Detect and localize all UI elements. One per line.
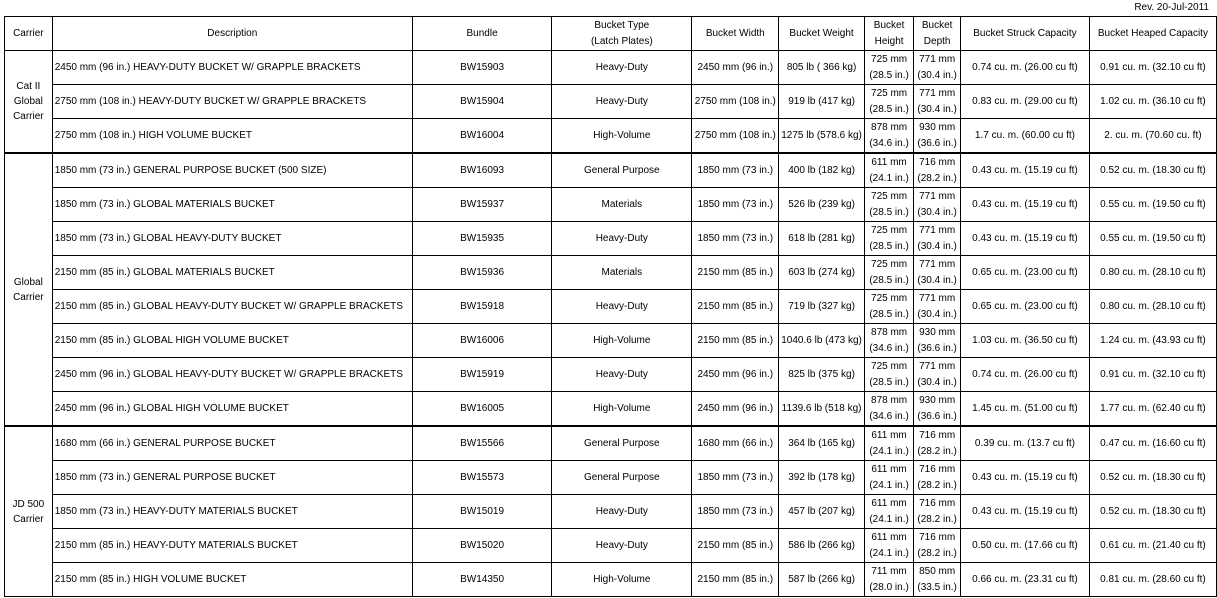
height-value-line: (24.1 in.) [869, 172, 909, 184]
height-cell [864, 461, 913, 495]
struck-cell: 1.45 cu. m. (51.00 cu ft) [961, 392, 1090, 427]
table-body [5, 51, 1217, 597]
height-value-line: 878 mm [871, 326, 908, 338]
depth-cell [914, 222, 961, 256]
weight-cell: 400 lb (182 kg) [779, 153, 865, 188]
depth-cell [914, 153, 961, 188]
type-cell: General Purpose [552, 461, 692, 495]
col-header-type-line1: Bucket Type [594, 19, 650, 31]
bundle-cell: BW15918 [412, 290, 551, 324]
height-cell [864, 256, 913, 290]
width-cell: 1850 mm (73 in.) [692, 222, 779, 256]
carrier-label-line: Carrier [13, 291, 44, 303]
carrier-label-line: Global [13, 96, 43, 107]
weight-cell: 719 lb (327 kg) [779, 290, 865, 324]
struck-cell: 0.39 cu. m. (13.7 cu ft) [961, 426, 1090, 461]
depth-cell [914, 392, 961, 427]
type-cell: Heavy-Duty [552, 222, 692, 256]
weight-cell: 618 lb (281 kg) [779, 222, 865, 256]
depth-value-line: 716 mm [919, 463, 956, 475]
height-value-line: (28.5 in.) [869, 69, 909, 81]
table-row [5, 188, 1217, 222]
height-value-line: (34.6 in.) [869, 342, 909, 354]
description-cell: 1850 mm (73 in.) GLOBAL HEAVY-DUTY BUCKET [52, 222, 412, 256]
height-value-line: 725 mm [871, 190, 908, 202]
depth-value-line: 771 mm [919, 224, 956, 236]
depth-value-line: 716 mm [919, 429, 956, 441]
width-cell: 2150 mm (85 in.) [692, 290, 779, 324]
height-value-line: (28.5 in.) [869, 274, 909, 286]
depth-cell [914, 461, 961, 495]
height-cell [864, 529, 913, 563]
weight-cell: 603 lb (274 kg) [779, 256, 865, 290]
description-cell: 2150 mm (85 in.) GLOBAL HIGH VOLUME BUCKET [52, 324, 412, 358]
width-cell: 2750 mm (108 in.) [692, 85, 779, 119]
width-cell: 2450 mm (96 in.) [692, 392, 779, 427]
description-cell: 2150 mm (85 in.) HIGH VOLUME BUCKET [52, 563, 412, 597]
struck-cell: 0.65 cu. m. (23.00 cu ft) [961, 290, 1090, 324]
height-cell [864, 222, 913, 256]
type-cell: High-Volume [552, 392, 692, 427]
bundle-cell: BW16006 [412, 324, 551, 358]
depth-cell [914, 188, 961, 222]
height-value-line: 878 mm [871, 121, 908, 133]
width-cell: 2150 mm (85 in.) [692, 529, 779, 563]
description-cell: 2450 mm (96 in.) GLOBAL HIGH VOLUME BUCKET [52, 392, 412, 427]
col-header-weight: Bucket Weight [779, 17, 865, 51]
width-cell: 2150 mm (85 in.) [692, 563, 779, 597]
description-cell: 1680 mm (66 in.) GENERAL PURPOSE BUCKET [52, 426, 412, 461]
revision-label: Rev. 20-Jul-2011 [1134, 2, 1209, 13]
depth-value-line: (30.4 in.) [917, 103, 957, 115]
table-row [5, 222, 1217, 256]
depth-value-line: 716 mm [919, 531, 956, 543]
weight-cell: 526 lb (239 kg) [779, 188, 865, 222]
depth-value-line: 930 mm [919, 326, 956, 338]
height-value-line: (34.6 in.) [869, 137, 909, 149]
depth-value-line: (30.4 in.) [917, 69, 957, 81]
width-cell: 2150 mm (85 in.) [692, 256, 779, 290]
depth-value-line: (36.6 in.) [917, 137, 957, 149]
col-header-heaped: Bucket Heaped Capacity [1089, 17, 1216, 51]
height-cell [864, 358, 913, 392]
weight-cell: 825 lb (375 kg) [779, 358, 865, 392]
description-cell: 2750 mm (108 in.) HIGH VOLUME BUCKET [52, 119, 412, 154]
bundle-cell: BW15904 [412, 85, 551, 119]
col-header-carrier: Carrier [5, 17, 53, 51]
height-value-line: 611 mm [871, 463, 907, 475]
table-row [5, 358, 1217, 392]
depth-value-line: 771 mm [919, 360, 956, 372]
type-cell: Materials [552, 188, 692, 222]
height-value-line: 611 mm [871, 497, 907, 509]
struck-cell: 0.43 cu. m. (15.19 cu ft) [961, 188, 1090, 222]
weight-cell: 1275 lb (578.6 kg) [779, 119, 865, 154]
table-row [5, 119, 1217, 154]
depth-value-line: (30.4 in.) [917, 376, 957, 388]
height-cell [864, 426, 913, 461]
height-value-line: (28.5 in.) [869, 376, 909, 388]
type-cell: General Purpose [552, 426, 692, 461]
col-header-struck: Bucket Struck Capacity [961, 17, 1090, 51]
carrier-label-line: JD 500 [12, 498, 45, 510]
depth-cell [914, 51, 961, 85]
depth-cell [914, 85, 961, 119]
bundle-cell: BW15019 [412, 495, 551, 529]
type-cell: Materials [552, 256, 692, 290]
description-cell: 2150 mm (85 in.) GLOBAL MATERIALS BUCKET [52, 256, 412, 290]
depth-value-line: 771 mm [919, 53, 956, 65]
weight-cell: 1139.6 lb (518 kg) [779, 392, 865, 427]
type-cell: Heavy-Duty [552, 358, 692, 392]
table-row [5, 153, 1217, 188]
width-cell: 2450 mm (96 in.) [692, 358, 779, 392]
struck-cell: 0.43 cu. m. (15.19 cu ft) [961, 153, 1090, 188]
col-header-description: Description [52, 17, 412, 51]
depth-value-line: (28.2 in.) [917, 445, 957, 457]
description-cell: 2450 mm (96 in.) HEAVY-DUTY BUCKET W/ GRAPPLE BRACKETS [52, 51, 412, 85]
struck-cell: 0.74 cu. m. (26.00 cu ft) [961, 358, 1090, 392]
depth-value-line: (36.6 in.) [917, 342, 957, 354]
type-cell: Heavy-Duty [552, 529, 692, 563]
bundle-cell: BW15566 [412, 426, 551, 461]
height-value-line: 725 mm [871, 224, 908, 236]
col-header-width: Bucket Width [692, 17, 779, 51]
depth-value-line: (30.4 in.) [917, 308, 957, 320]
description-cell: 2750 mm (108 in.) HEAVY-DUTY BUCKET W/ GRAPPLE BRACKETS [52, 85, 412, 119]
height-value-line: 725 mm [871, 258, 908, 270]
depth-value-line: (28.2 in.) [917, 479, 957, 491]
width-cell: 2450 mm (96 in.) [692, 51, 779, 85]
description-cell: 1850 mm (73 in.) GENERAL PURPOSE BUCKET [52, 461, 412, 495]
height-value-line: (28.5 in.) [869, 308, 909, 320]
description-cell: 2450 mm (96 in.) GLOBAL HEAVY-DUTY BUCKET W/ GRAPPLE BRACKETS [52, 358, 412, 392]
depth-cell [914, 563, 961, 597]
description-cell: 1850 mm (73 in.) GENERAL PURPOSE BUCKET (500 SIZE) [52, 153, 412, 188]
weight-cell: 392 lb (178 kg) [779, 461, 865, 495]
depth-value-line: 930 mm [919, 394, 956, 406]
struck-cell: 0.43 cu. m. (15.19 cu ft) [961, 222, 1090, 256]
depth-value-line: (30.4 in.) [917, 240, 957, 252]
height-value-line: (34.6 in.) [869, 410, 909, 422]
weight-cell: 587 lb (266 kg) [779, 563, 865, 597]
col-header-depth [914, 17, 961, 51]
struck-cell: 0.65 cu. m. (23.00 cu ft) [961, 256, 1090, 290]
depth-value-line: (36.6 in.) [917, 410, 957, 422]
height-value-line: 725 mm [871, 360, 908, 372]
height-cell [864, 495, 913, 529]
table-row [5, 426, 1217, 461]
depth-value-line: 771 mm [919, 190, 956, 202]
carrier-cell [5, 153, 53, 426]
width-cell: 1850 mm (73 in.) [692, 495, 779, 529]
carrier-cell [5, 51, 53, 154]
height-value-line: (28.5 in.) [869, 103, 909, 115]
bundle-cell: BW15573 [412, 461, 551, 495]
heaped-cell: 0.52 cu. m. (18.30 cu ft) [1089, 461, 1216, 495]
description-cell: 1850 mm (73 in.) HEAVY-DUTY MATERIALS BUCKET [52, 495, 412, 529]
weight-cell: 364 lb (165 kg) [779, 426, 865, 461]
table-row [5, 392, 1217, 427]
struck-cell: 0.43 cu. m. (15.19 cu ft) [961, 495, 1090, 529]
heaped-cell: 0.80 cu. m. (28.10 cu ft) [1089, 290, 1216, 324]
bundle-cell: BW15935 [412, 222, 551, 256]
depth-value-line: (30.4 in.) [917, 274, 957, 286]
height-value-line: (28.5 in.) [869, 206, 909, 218]
width-cell: 2150 mm (85 in.) [692, 324, 779, 358]
table-row [5, 290, 1217, 324]
struck-cell: 0.74 cu. m. (26.00 cu ft) [961, 51, 1090, 85]
type-cell: High-Volume [552, 563, 692, 597]
carrier-label-line: Carrier [13, 513, 44, 525]
bundle-cell: BW15020 [412, 529, 551, 563]
width-cell: 1850 mm (73 in.) [692, 461, 779, 495]
bundle-cell: BW16093 [412, 153, 551, 188]
col-header-depth-line1: Bucket [921, 19, 953, 31]
height-value-line: (24.1 in.) [869, 547, 909, 559]
col-header-height [864, 17, 913, 51]
bundle-cell: BW15937 [412, 188, 551, 222]
struck-cell: 0.43 cu. m. (15.19 cu ft) [961, 461, 1090, 495]
height-value-line: 725 mm [871, 87, 908, 99]
table-row [5, 51, 1217, 85]
depth-value-line: 930 mm [919, 121, 956, 133]
height-value-line: 878 mm [871, 394, 908, 406]
heaped-cell: 0.80 cu. m. (28.10 cu ft) [1089, 256, 1216, 290]
height-value-line: (24.1 in.) [869, 445, 909, 457]
heaped-cell: 0.55 cu. m. (19.50 cu ft) [1089, 188, 1216, 222]
depth-value-line: (28.2 in.) [917, 513, 957, 525]
bundle-cell: BW16005 [412, 392, 551, 427]
weight-cell: 586 lb (266 kg) [779, 529, 865, 563]
bundle-cell: BW16004 [412, 119, 551, 154]
height-value-line: 725 mm [871, 53, 908, 65]
type-cell: High-Volume [552, 324, 692, 358]
depth-value-line: 771 mm [919, 258, 956, 270]
depth-value-line: (28.2 in.) [917, 172, 957, 184]
bundle-cell: BW15903 [412, 51, 551, 85]
carrier-cell [5, 426, 53, 597]
type-cell: Heavy-Duty [552, 51, 692, 85]
heaped-cell: 0.55 cu. m. (19.50 cu ft) [1089, 222, 1216, 256]
depth-value-line: 716 mm [919, 497, 956, 509]
height-cell [864, 188, 913, 222]
type-cell: General Purpose [552, 153, 692, 188]
header-row [5, 17, 1217, 51]
type-cell: Heavy-Duty [552, 290, 692, 324]
depth-value-line: (30.4 in.) [917, 206, 957, 218]
depth-cell [914, 290, 961, 324]
heaped-cell: 0.47 cu. m. (16.60 cu ft) [1089, 426, 1216, 461]
heaped-cell: 0.91 cu. m. (32.10 cu ft) [1089, 358, 1216, 392]
depth-value-line: 771 mm [919, 87, 956, 99]
weight-cell: 457 lb (207 kg) [779, 495, 865, 529]
height-value-line: (24.1 in.) [869, 479, 909, 491]
height-cell [864, 153, 913, 188]
heaped-cell: 0.52 cu. m. (18.30 cu ft) [1089, 495, 1216, 529]
depth-cell [914, 324, 961, 358]
depth-cell [914, 529, 961, 563]
bundle-cell: BW15919 [412, 358, 551, 392]
description-cell: 2150 mm (85 in.) HEAVY-DUTY MATERIALS BUCKET [52, 529, 412, 563]
depth-value-line: (33.5 in.) [917, 581, 957, 593]
weight-cell: 805 lb ( 366 kg) [779, 51, 865, 85]
height-value-line: (24.1 in.) [869, 513, 909, 525]
table-row [5, 461, 1217, 495]
carrier-label-line: Global [13, 276, 43, 288]
height-cell [864, 392, 913, 427]
width-cell: 1850 mm (73 in.) [692, 188, 779, 222]
heaped-cell: 0.52 cu. m. (18.30 cu ft) [1089, 153, 1216, 188]
table-row [5, 256, 1217, 290]
col-header-height-line2: Height [874, 35, 904, 47]
col-header-depth-line2: Depth [923, 35, 951, 47]
weight-cell: 919 lb (417 kg) [779, 85, 865, 119]
width-cell: 2750 mm (108 in.) [692, 119, 779, 154]
table-row [5, 85, 1217, 119]
height-cell [864, 290, 913, 324]
struck-cell: 1.7 cu. m. (60.00 cu ft) [961, 119, 1090, 154]
heaped-cell: 2. cu. m. (70.60 cu. ft) [1089, 119, 1216, 154]
heaped-cell: 1.24 cu. m. (43.93 cu ft) [1089, 324, 1216, 358]
table-row [5, 529, 1217, 563]
height-value-line: 611 mm [871, 531, 907, 543]
depth-cell [914, 119, 961, 154]
type-cell: Heavy-Duty [552, 85, 692, 119]
table-row [5, 495, 1217, 529]
height-value-line: (28.5 in.) [869, 240, 909, 252]
table-row [5, 324, 1217, 358]
height-value-line: (28.0 in.) [869, 581, 909, 593]
height-value-line: 611 mm [871, 156, 907, 168]
type-cell: Heavy-Duty [552, 495, 692, 529]
height-cell [864, 119, 913, 154]
col-header-type-line2: (Latch Plates) [590, 35, 653, 47]
carrier-label-line: Carrier [13, 111, 44, 122]
bundle-cell: BW14350 [412, 563, 551, 597]
width-cell: 1680 mm (66 in.) [692, 426, 779, 461]
depth-value-line: 771 mm [919, 292, 956, 304]
heaped-cell: 1.77 cu. m. (62.40 cu ft) [1089, 392, 1216, 427]
depth-cell [914, 256, 961, 290]
col-header-type [552, 17, 692, 51]
height-cell [864, 563, 913, 597]
table-row [5, 563, 1217, 597]
depth-value-line: 850 mm [919, 565, 956, 577]
weight-cell: 1040.6 lb (473 kg) [779, 324, 865, 358]
struck-cell: 0.83 cu. m. (29.00 cu ft) [961, 85, 1090, 119]
height-cell [864, 85, 913, 119]
height-cell [864, 324, 913, 358]
height-cell [864, 51, 913, 85]
depth-cell [914, 426, 961, 461]
bundle-cell: BW15936 [412, 256, 551, 290]
col-header-bundle: Bundle [412, 17, 551, 51]
col-header-height-line1: Bucket [873, 19, 905, 31]
heaped-cell: 1.02 cu. m. (36.10 cu ft) [1089, 85, 1216, 119]
height-value-line: 725 mm [871, 292, 908, 304]
width-cell: 1850 mm (73 in.) [692, 153, 779, 188]
height-value-line: 611 mm [871, 429, 907, 441]
heaped-cell: 0.91 cu. m. (32.10 cu ft) [1089, 51, 1216, 85]
depth-cell [914, 358, 961, 392]
struck-cell: 1.03 cu. m. (36.50 cu ft) [961, 324, 1090, 358]
type-cell: High-Volume [552, 119, 692, 154]
heaped-cell: 0.61 cu. m. (21.40 cu ft) [1089, 529, 1216, 563]
description-cell: 1850 mm (73 in.) GLOBAL MATERIALS BUCKET [52, 188, 412, 222]
struck-cell: 0.50 cu. m. (17.66 cu ft) [961, 529, 1090, 563]
bucket-spec-table [4, 16, 1217, 597]
description-cell: 2150 mm (85 in.) GLOBAL HEAVY-DUTY BUCKET W/ GRAPPLE BRACKETS [52, 290, 412, 324]
carrier-label-line: Cat II [16, 81, 41, 92]
depth-value-line: 716 mm [919, 156, 956, 168]
heaped-cell: 0.81 cu. m. (28.60 cu ft) [1089, 563, 1216, 597]
depth-cell [914, 495, 961, 529]
struck-cell: 0.66 cu. m. (23.31 cu ft) [961, 563, 1090, 597]
height-value-line: 711 mm [871, 565, 907, 577]
depth-value-line: (28.2 in.) [917, 547, 957, 559]
